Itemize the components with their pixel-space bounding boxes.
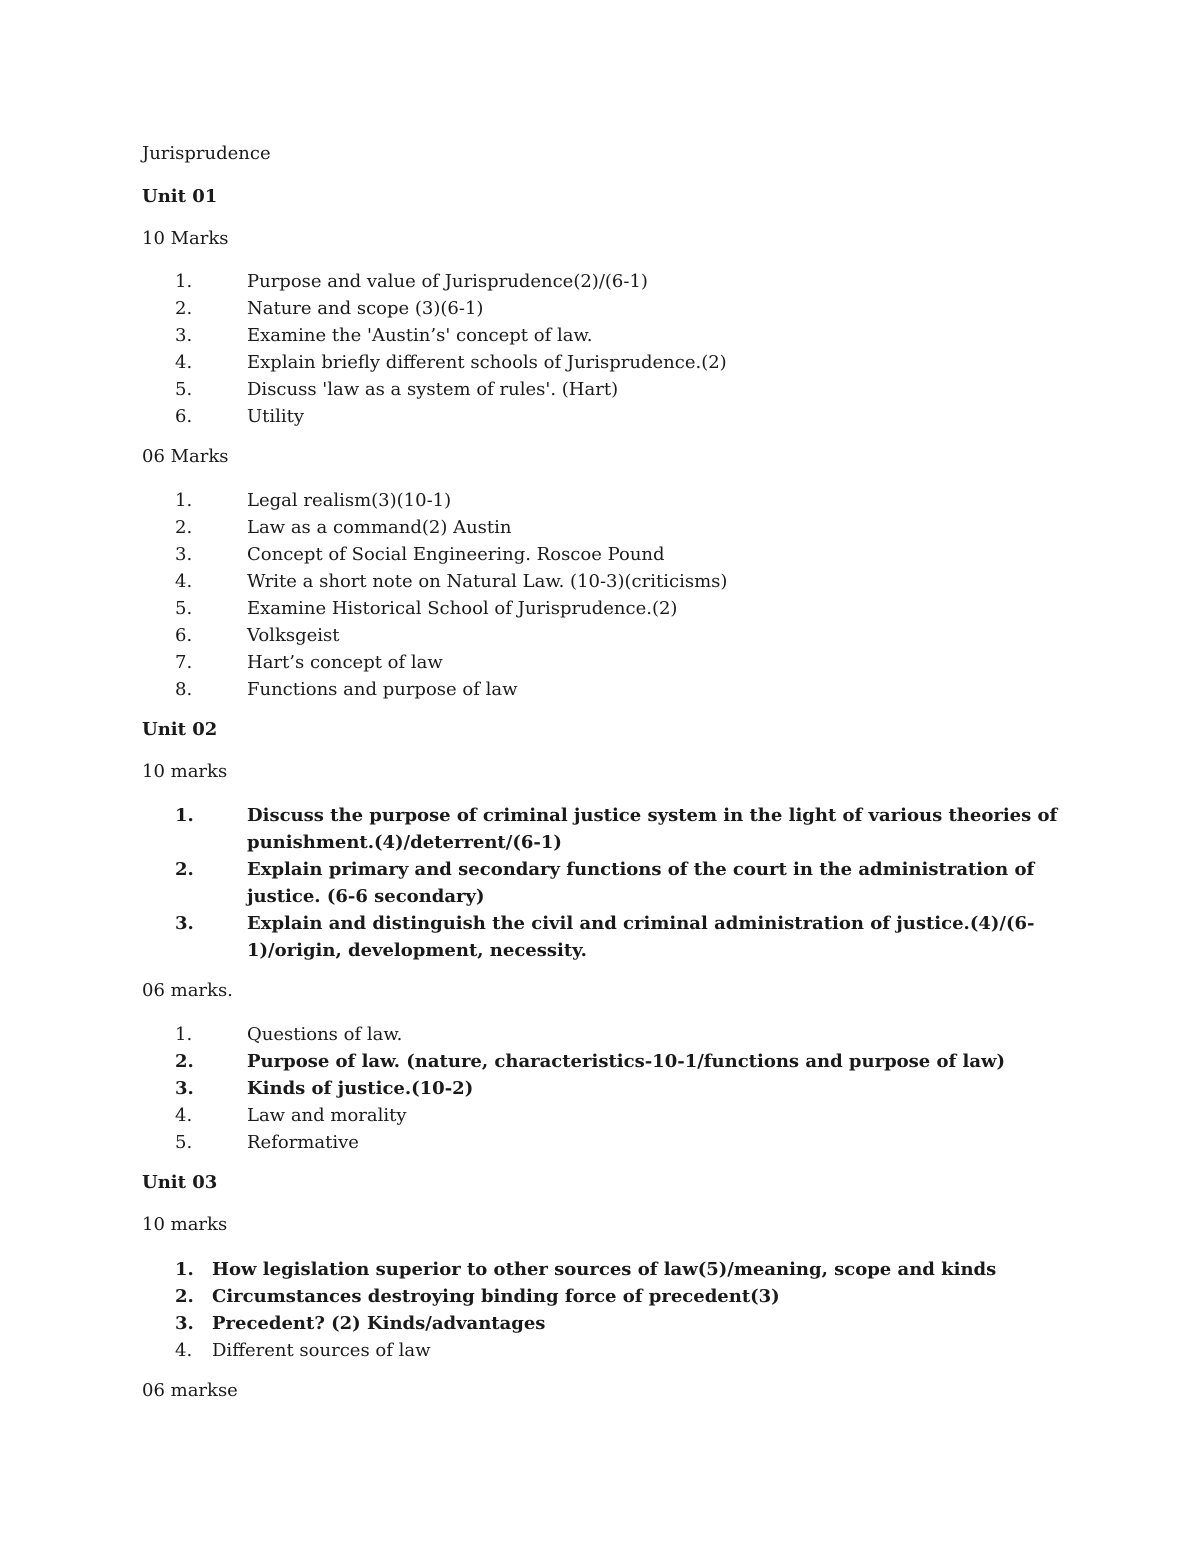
- list-text: Explain and distinguish the civil and criminal administration of justice.(4)/(6-1)/origin, development, necessity.: [247, 913, 1035, 961]
- list-number: 2.: [175, 859, 194, 880]
- list-text: Functions and purpose of law: [247, 679, 518, 700]
- list-text: Explain briefly different schools of Jurisprudence.(2): [247, 352, 727, 373]
- list-text: Discuss the purpose of criminal justice system in the light of various theories of punishment.(4)/deterrent/(6-1): [247, 805, 1058, 853]
- list-text: Different sources of law: [212, 1340, 431, 1361]
- list-text: Discuss 'law as a system of rules'. (Hart): [247, 379, 619, 400]
- list-text: Precedent? (2) Kinds/advantages: [212, 1313, 546, 1334]
- list-number: 5.: [175, 598, 193, 619]
- list-text: Purpose of law. (nature, characteristics-10-1/functions and purpose of law): [247, 1051, 1006, 1072]
- list-text: How legislation superior to other sources of law(5)/meaning, scope and kinds: [212, 1259, 997, 1280]
- list-number: 3.: [175, 325, 193, 346]
- list-number: 5.: [175, 379, 193, 400]
- list-text: Law and morality: [247, 1105, 407, 1126]
- list-number: 3.: [175, 913, 194, 934]
- list-text: Volksgeist: [247, 625, 340, 646]
- list-text: Law as a command(2) Austin: [247, 517, 512, 538]
- list-text: Write a short note on Natural Law. (10-3)(criticisms): [247, 571, 728, 592]
- list-text: Explain primary and secondary functions of the court in the administration of justice. (6-6 secondary): [247, 859, 1035, 907]
- list-number: 8.: [175, 679, 193, 700]
- list-number: 3.: [175, 544, 193, 565]
- list-number: 6.: [175, 406, 193, 427]
- list-number: 1.: [175, 1024, 193, 1045]
- list-text: Utility: [247, 406, 305, 427]
- list-text: Legal realism(3)(10-1): [247, 490, 452, 511]
- marks-label: 06 markse: [142, 1380, 238, 1401]
- marks-label: 10 marks: [142, 1214, 228, 1235]
- list-text: Kinds of justice.(10-2): [247, 1078, 474, 1099]
- list-number: 1.: [175, 1259, 194, 1280]
- list-text: Hart’s concept of law: [247, 652, 443, 673]
- list-number: 2.: [175, 1286, 194, 1307]
- list-number: 4.: [175, 1105, 193, 1126]
- list-number: 1.: [175, 805, 194, 826]
- unit-heading: Unit 02: [142, 719, 218, 740]
- marks-label: 10 Marks: [142, 228, 229, 249]
- list-number: 3.: [175, 1078, 194, 1099]
- list-text: Examine the 'Austin’s' concept of law.: [247, 325, 593, 346]
- list-number: 4.: [175, 352, 193, 373]
- list-text: Concept of Social Engineering. Roscoe Pound: [247, 544, 665, 565]
- list-number: 4.: [175, 1340, 193, 1361]
- list-number: 7.: [175, 652, 193, 673]
- list-number: 2.: [175, 1051, 194, 1072]
- list-number: 1.: [175, 490, 193, 511]
- document-title: Jurisprudence: [142, 143, 271, 164]
- list-number: 2.: [175, 298, 193, 319]
- list-number: 3.: [175, 1313, 194, 1334]
- list-text: Reformative: [247, 1132, 359, 1153]
- unit-heading: Unit 01: [142, 186, 218, 207]
- list-number: 1.: [175, 271, 193, 292]
- list-number: 6.: [175, 625, 193, 646]
- list-number: 5.: [175, 1132, 193, 1153]
- list-number: 2.: [175, 517, 193, 538]
- list-text: Nature and scope (3)(6-1): [247, 298, 484, 319]
- marks-label: 06 Marks: [142, 446, 229, 467]
- marks-label: 06 marks.: [142, 980, 233, 1001]
- marks-label: 10 marks: [142, 761, 228, 782]
- unit-heading: Unit 03: [142, 1172, 218, 1193]
- list-text: Purpose and value of Jurisprudence(2)/(6-1): [247, 271, 648, 292]
- list-text: Examine Historical School of Jurisprudence.(2): [247, 598, 678, 619]
- list-text: Questions of law.: [247, 1024, 403, 1045]
- list-number: 4.: [175, 571, 193, 592]
- list-text: Circumstances destroying binding force of precedent(3): [212, 1286, 780, 1307]
